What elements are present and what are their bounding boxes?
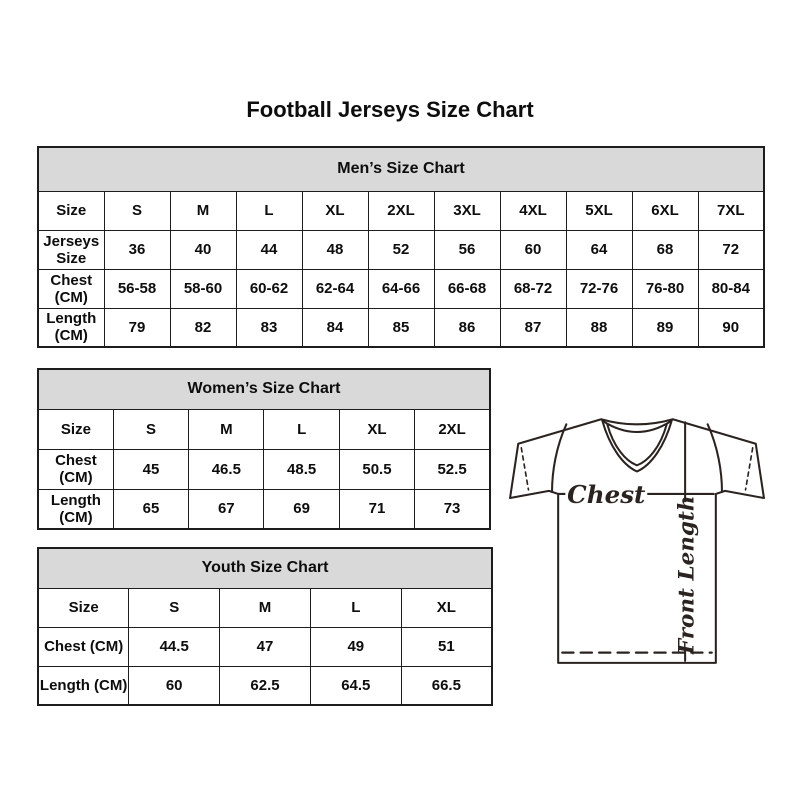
- value-cell: 69: [264, 489, 339, 529]
- value-cell: 87: [500, 308, 566, 347]
- value-cell: M: [170, 191, 236, 230]
- youth-size-table: [37, 547, 493, 706]
- table-header-row: [38, 548, 492, 588]
- mens-table-body: [38, 191, 764, 347]
- value-cell: 4XL: [500, 191, 566, 230]
- value-cell: 49: [310, 627, 401, 666]
- collar-outer-v: [602, 420, 672, 471]
- value-cell: XL: [401, 588, 492, 627]
- table-row: [38, 230, 764, 269]
- value-cell: 44: [236, 230, 302, 269]
- right-armhole-seam: [708, 424, 722, 492]
- left-cuff-dashed-line: [521, 448, 528, 490]
- value-cell: 72-76: [566, 269, 632, 308]
- value-cell: 73: [415, 489, 490, 529]
- value-cell: 82: [170, 308, 236, 347]
- value-cell: 58-60: [170, 269, 236, 308]
- mens-table-title: Men’s Size Chart: [38, 147, 764, 191]
- mens-size-table: [37, 146, 765, 348]
- value-cell: 68: [632, 230, 698, 269]
- table-row: [38, 449, 490, 489]
- value-cell: 52: [368, 230, 434, 269]
- value-cell: L: [264, 409, 339, 449]
- value-cell: 52.5: [415, 449, 490, 489]
- page-title: Football Jerseys Size Chart: [246, 97, 534, 122]
- row-label-cell: Length (CM): [38, 489, 113, 529]
- value-cell: 90: [698, 308, 764, 347]
- table-row: [38, 489, 490, 529]
- value-cell: 83: [236, 308, 302, 347]
- right-cuff-dashed-line: [746, 448, 753, 490]
- front-length-label: Front Length: [674, 495, 700, 655]
- table-row: [38, 269, 764, 308]
- value-cell: XL: [339, 409, 414, 449]
- value-cell: 56: [434, 230, 500, 269]
- value-cell: 80-84: [698, 269, 764, 308]
- jersey-outline: [510, 419, 764, 663]
- value-cell: 50.5: [339, 449, 414, 489]
- value-cell: 36: [104, 230, 170, 269]
- value-cell: 2XL: [415, 409, 490, 449]
- value-cell: 6XL: [632, 191, 698, 230]
- row-label-cell: Chest (CM): [38, 449, 113, 489]
- value-cell: 64-66: [368, 269, 434, 308]
- value-cell: L: [310, 588, 401, 627]
- value-cell: 46.5: [189, 449, 264, 489]
- row-label-cell: Length (CM): [38, 666, 129, 705]
- value-cell: S: [129, 588, 220, 627]
- value-cell: 62.5: [220, 666, 311, 705]
- value-cell: 48.5: [264, 449, 339, 489]
- value-cell: 71: [339, 489, 414, 529]
- value-cell: 76-80: [632, 269, 698, 308]
- row-label-cell: Jerseys Size: [38, 230, 104, 269]
- value-cell: M: [189, 409, 264, 449]
- value-cell: 88: [566, 308, 632, 347]
- value-cell: 65: [113, 489, 188, 529]
- table-row: [38, 191, 764, 230]
- left-armhole-seam: [552, 424, 566, 492]
- youth-table-body: [38, 588, 492, 705]
- value-cell: M: [220, 588, 311, 627]
- value-cell: 67: [189, 489, 264, 529]
- value-cell: 47: [220, 627, 311, 666]
- table-row: [38, 627, 492, 666]
- value-cell: 84: [302, 308, 368, 347]
- value-cell: S: [104, 191, 170, 230]
- value-cell: 60: [129, 666, 220, 705]
- value-cell: 60: [500, 230, 566, 269]
- value-cell: 51: [401, 627, 492, 666]
- jersey-measurement-diagram: [508, 412, 766, 666]
- table-row: [38, 666, 492, 705]
- row-label-cell: Chest (CM): [38, 627, 129, 666]
- table-header-row: [38, 147, 764, 191]
- value-cell: 5XL: [566, 191, 632, 230]
- value-cell: 64: [566, 230, 632, 269]
- value-cell: 62-64: [302, 269, 368, 308]
- table-row: [38, 308, 764, 347]
- row-label-cell: Length (CM): [38, 308, 104, 347]
- value-cell: 89: [632, 308, 698, 347]
- youth-table-title: Youth Size Chart: [38, 548, 492, 588]
- womens-table-title: Women’s Size Chart: [38, 369, 490, 409]
- value-cell: 64.5: [310, 666, 401, 705]
- womens-size-table: [37, 368, 491, 530]
- collar-inner-v: [607, 424, 666, 465]
- row-label-cell: Chest (CM): [38, 269, 104, 308]
- value-cell: 66.5: [401, 666, 492, 705]
- value-cell: 7XL: [698, 191, 764, 230]
- value-cell: 40: [170, 230, 236, 269]
- value-cell: 66-68: [434, 269, 500, 308]
- womens-table-body: [38, 409, 490, 529]
- value-cell: 44.5: [129, 627, 220, 666]
- row-label-cell: Size: [38, 409, 113, 449]
- value-cell: 60-62: [236, 269, 302, 308]
- table-header-row: [38, 369, 490, 409]
- value-cell: 86: [434, 308, 500, 347]
- value-cell: 3XL: [434, 191, 500, 230]
- value-cell: 72: [698, 230, 764, 269]
- value-cell: 79: [104, 308, 170, 347]
- value-cell: XL: [302, 191, 368, 230]
- value-cell: 85: [368, 308, 434, 347]
- value-cell: 56-58: [104, 269, 170, 308]
- table-row: [38, 588, 492, 627]
- value-cell: 68-72: [500, 269, 566, 308]
- value-cell: 45: [113, 449, 188, 489]
- row-label-cell: Size: [38, 191, 104, 230]
- value-cell: S: [113, 409, 188, 449]
- value-cell: 48: [302, 230, 368, 269]
- chest-label: Chest: [567, 480, 646, 510]
- value-cell: L: [236, 191, 302, 230]
- table-row: [38, 409, 490, 449]
- row-label-cell: Size: [38, 588, 129, 627]
- value-cell: 2XL: [368, 191, 434, 230]
